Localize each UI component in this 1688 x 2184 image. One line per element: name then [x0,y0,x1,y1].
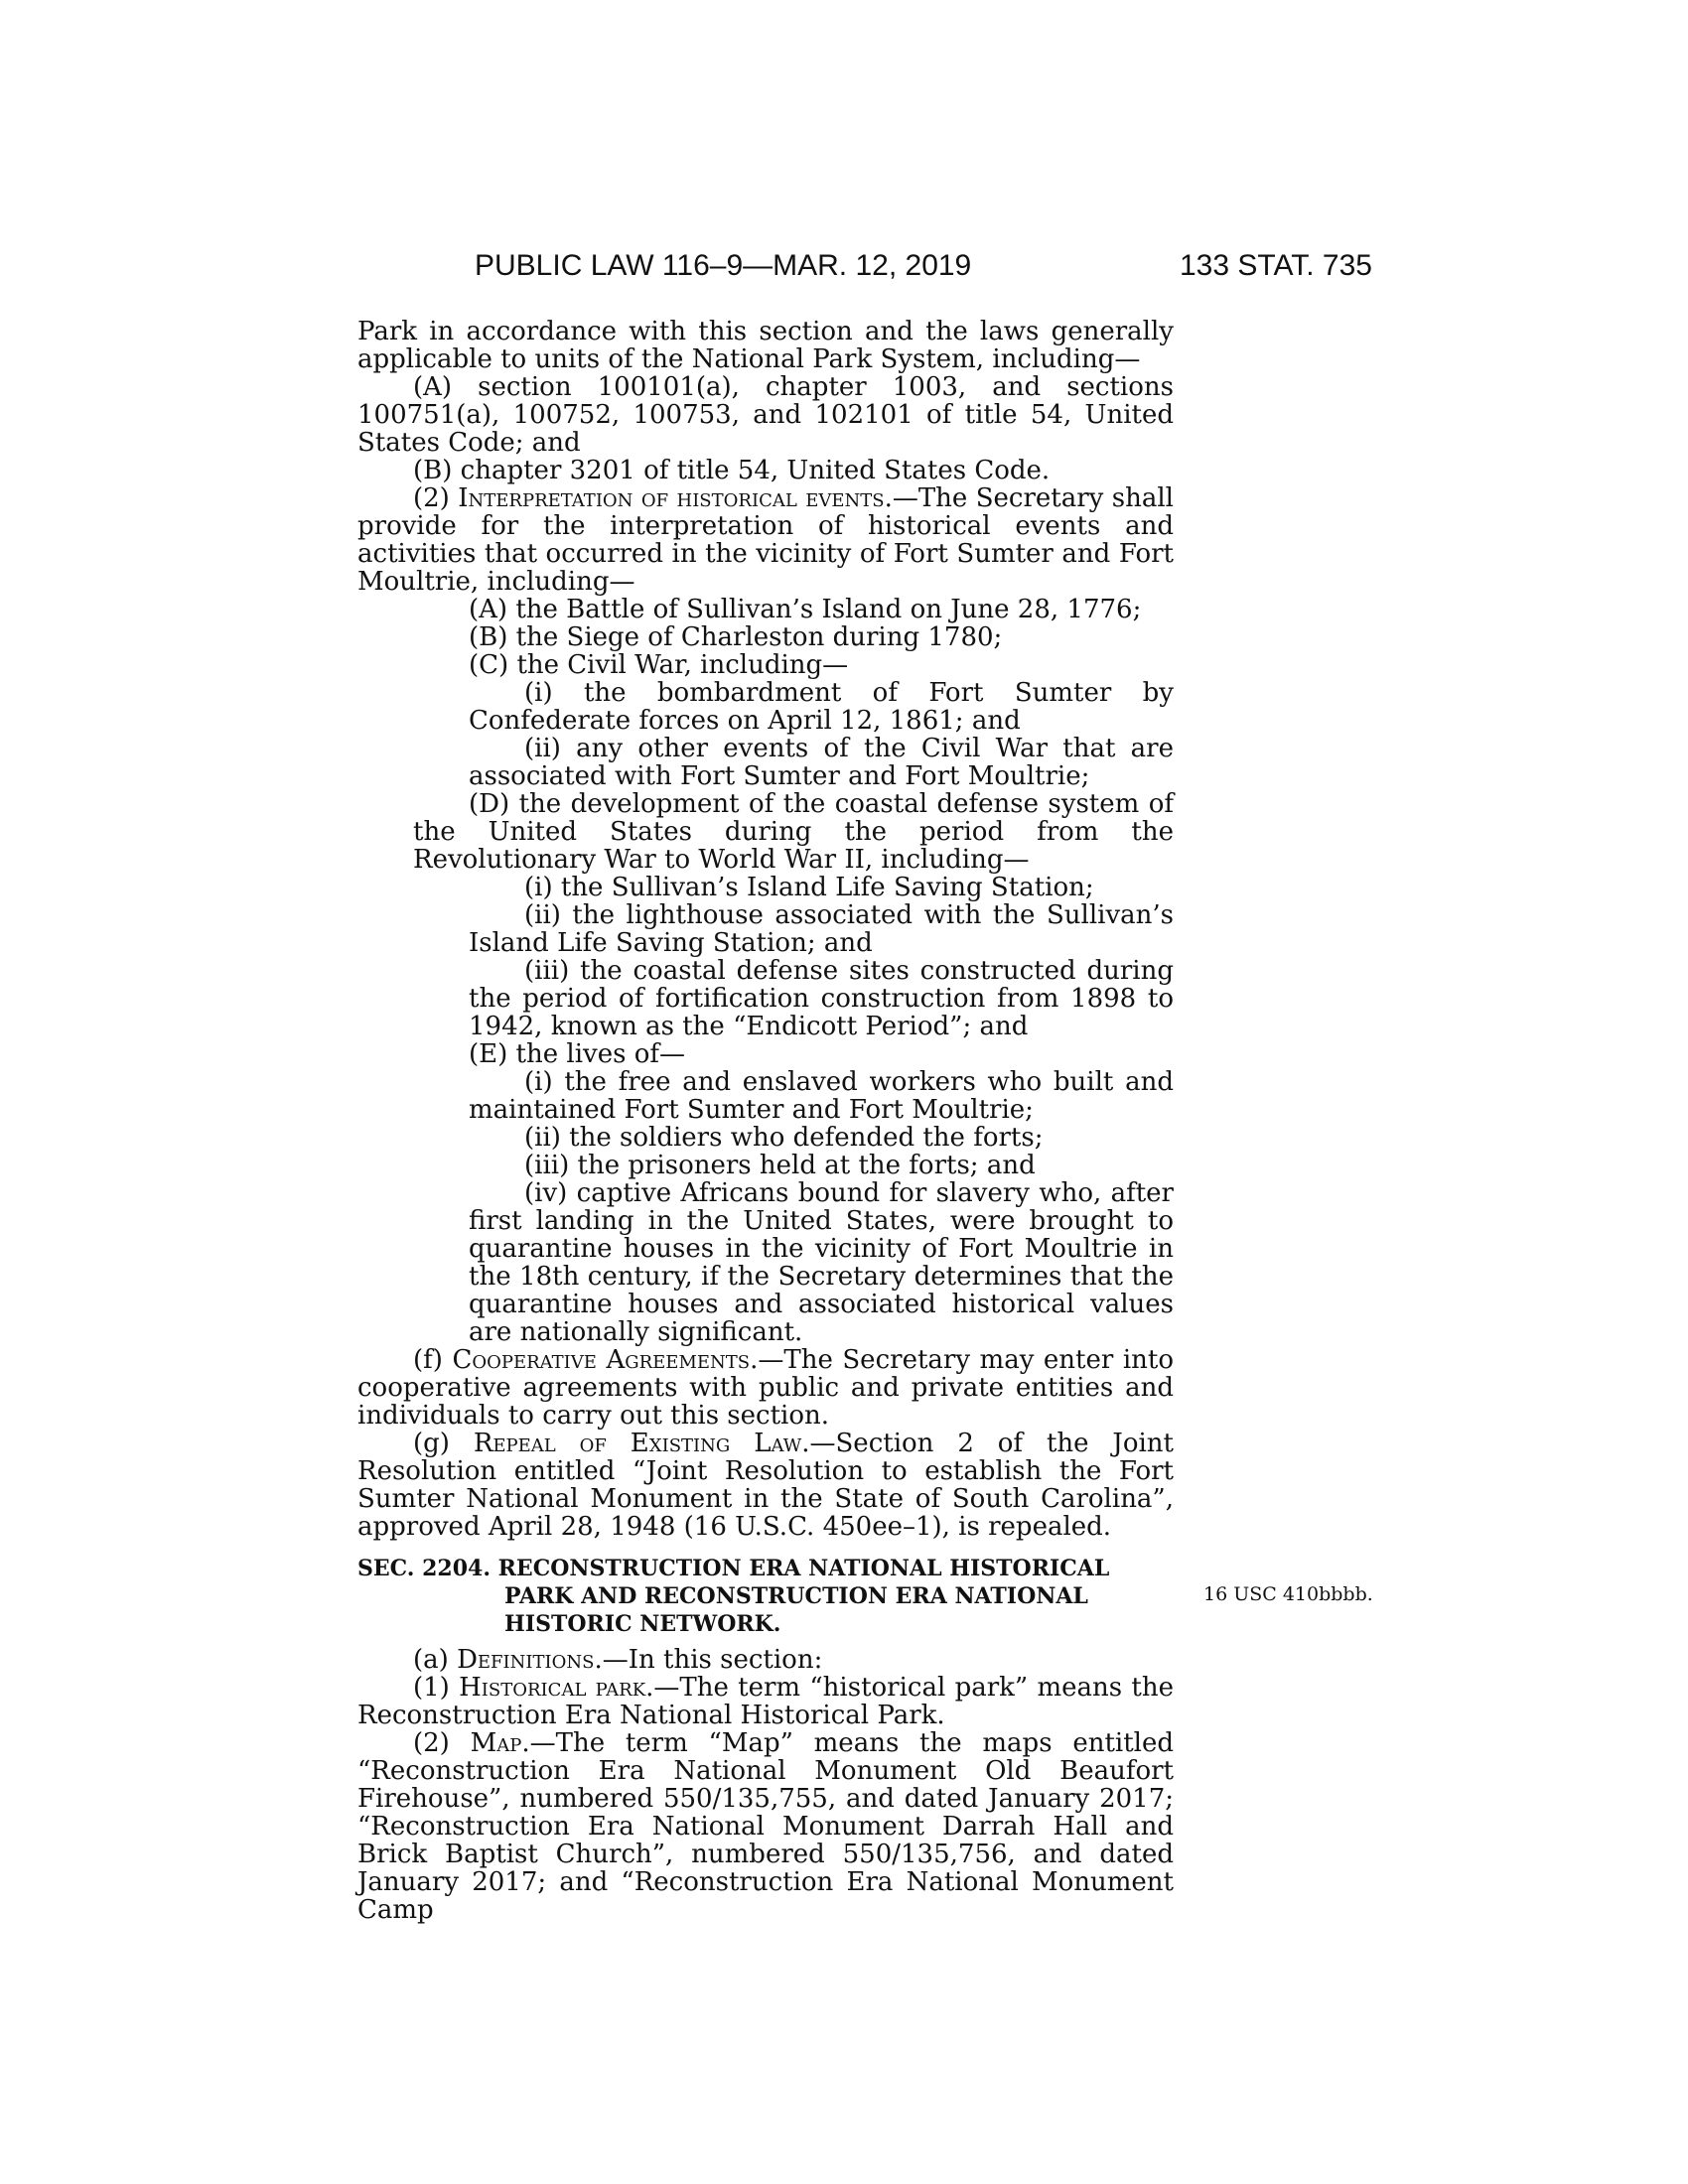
definition-map: (2) Map.—The term “Map” means the maps entitled “Reconstruction Era National Monument Old Beaufort Firehouse”, numbered 550/135,755, and dated January 2017; “Reconstruction Era National Monument Darrah Hall and Brick Baptist Church”, numbered 550/135,756, and dated January 2017; and “Reconstruction Era National Monument Camp [357,1728,1175,1925]
section-heading: SEC. 2204. RECONSTRUCTION ERA NATIONAL HISTORICAL PARK AND RECONSTRUCTION ERA NATIONAL HISTORIC NETWORK. [357,1556,1110,1637]
item-e-ii-soldiers: (ii) the soldiers who defended the forts; [524,1123,1044,1153]
item-e-lives: (E) the lives of— [469,1039,685,1069]
item-d-i-life-saving-station: (i) the Sullivan’s Island Life Saving Station; [524,873,1094,902]
item-e-iv-captive-africans: (iv) captive Africans bound for slavery who, after first landing in the United States, were brought to quarantine houses in the vicinity of Fort Moultrie in the 18th century, if the Secretary determines that the quarantine houses and associated historical values are nationally significant. [469,1178,1174,1347]
item-e-i-workers: (i) the free and enslaved workers who built and maintained Fort Sumter and Fort Moultrie; [469,1067,1174,1125]
item-c-i-bombardment: (i) the bombardment of Fort Sumter by Confederate forces on April 12, 1861; and [469,678,1174,736]
subsection-g-repeal: (g) Repeal of Existing Law.—Section 2 of the Joint Resolution entitled “Joint Resolution to establish the Fort Sumter National Monument in the State of South Carolina”, approved April 28, 1948 (16 U.S.C. 450ee–1), is repealed. [357,1429,1175,1542]
subsection-f-cooperative-agreements: (f) Cooperative Agreements.—The Secretary may enter into cooperative agreements with public and private entities and individuals to carry out this section. [357,1345,1175,1431]
running-header-title: PUBLIC LAW 116–9—MAR. 12, 2019 [475,249,972,282]
subsection-a-definitions: (a) Definitions.—In this section: [413,1645,823,1675]
item-d-ii-lighthouse: (ii) the lighthouse associated with the Sullivan’s Island Life Saving Station; and [469,900,1174,958]
paragraph-b-chapter: (B) chapter 3201 of title 54, United States Code. [413,456,1051,485]
item-a-battle: (A) the Battle of Sullivan’s Island on June 28, 1776; [469,595,1142,624]
item-d-coastal-defense: (D) the development of the coastal defense system of the United States during the period from the Revolutionary War to World War II, including— [413,789,1174,875]
margin-citation-note: 16 USC 410bbbb. [1203,1583,1373,1605]
item-e-iii-prisoners: (iii) the prisoners held at the forts; and [524,1151,1036,1180]
paragraph-a-sections: (A) section 100101(a), chapter 1003, and sections 100751(a), 100752, 100753, and 102101 of title 54, United States Code; and [357,372,1174,458]
definition-historical-park: (1) Historical park.—The term “historical park” means the Reconstruction Era National Historical Park. [357,1673,1174,1730]
item-c-civil-war: (C) the Civil War, including— [469,650,849,680]
paragraph-interpretation: (2) Interpretation of historical events.—The Secretary shall provide for the interpretation of historical events and activities that occurred in the vicinity of Fort Sumter and Fort Moultrie, including— [357,483,1174,597]
paragraph-park-continuation: Park in accordance with this section and the laws generally applicable to units of the National Park System, including— [357,317,1174,374]
statute-body [357,318,1174,1924]
item-b-siege: (B) the Siege of Charleston during 1780; [469,622,1003,652]
item-d-iii-endicott: (iii) the coastal defense sites constructed during the period of fortification construction from 1898 to 1942, known as the “Endicott Period”; and [469,956,1174,1041]
page-number: 133 STAT. 735 [1179,249,1372,282]
item-c-ii-other-events: (ii) any other events of the Civil War that are associated with Fort Sumter and Fort Moultrie; [469,734,1174,791]
